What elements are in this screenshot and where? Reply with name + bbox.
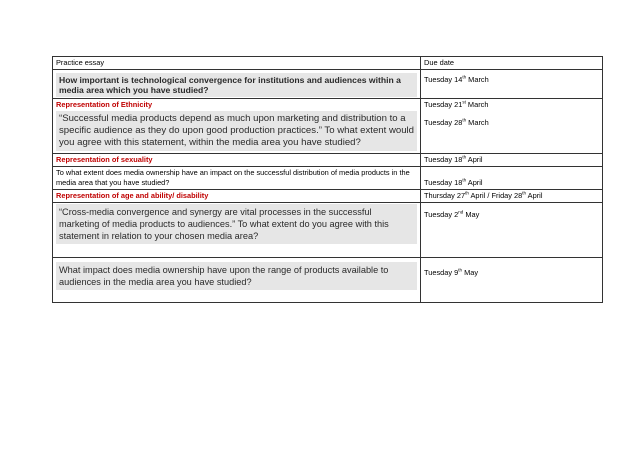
due-date: Tuesday 9th May bbox=[424, 267, 479, 277]
table-row bbox=[53, 70, 603, 99]
table-row bbox=[53, 190, 603, 203]
essay-question-media-ownership-range: What impact does media ownership have upon the range of products available to audiences in the media area you have studied? bbox=[56, 262, 417, 290]
topic-heading-sexuality: Representation of sexuality bbox=[53, 154, 421, 167]
header-practice-essay: Practice essay bbox=[53, 57, 421, 70]
essay-schedule-table bbox=[52, 56, 603, 303]
topic-heading-age-disability: Representation of age and ability/ disability bbox=[53, 190, 421, 203]
due-date-cell bbox=[421, 99, 603, 154]
table-row bbox=[53, 167, 603, 190]
due-date-cell bbox=[421, 258, 603, 303]
essay-question-marketing-distribution: “Successful media products depend as much upon marketing and distribution to a specific audience as they do upon good production practices.” To what extent would you agree with this statement, within the media area you have studied? bbox=[56, 111, 417, 151]
essay-cell bbox=[53, 99, 421, 154]
due-date-cell bbox=[421, 203, 603, 258]
essay-question-cross-media-convergence: “Cross-media convergence and synergy are vital processes in the successful marketing of media products to audiences.” To what extent do you agree with this statement in relation to your chosen media area? bbox=[56, 204, 417, 244]
essay-question-media-ownership-distribution: To what extent does media ownership have an impact on the successful distribution of media products in the media area that you have studied? bbox=[53, 167, 421, 190]
table-header-row bbox=[53, 57, 603, 70]
due-date: Tuesday 28th March bbox=[424, 117, 489, 127]
due-date: Thursday 27th April / Friday 28th April bbox=[424, 190, 543, 200]
due-date-cell bbox=[421, 190, 603, 203]
due-date: Tuesday 18th April bbox=[424, 154, 483, 164]
due-date: Tuesday 14th March bbox=[424, 74, 489, 84]
essay-question-technological-convergence: How important is technological convergence for institutions and audiences within a media area which you have studied? bbox=[56, 73, 417, 97]
due-date: Tuesday 2nd May bbox=[424, 209, 480, 219]
header-due-date: Due date bbox=[421, 57, 603, 70]
table-row bbox=[53, 99, 603, 154]
due-date-cell bbox=[421, 70, 603, 99]
essay-cell bbox=[53, 203, 421, 258]
due-date: Tuesday 18th April bbox=[424, 177, 483, 187]
due-date: Tuesday 21st March bbox=[424, 99, 489, 109]
due-date-cell bbox=[421, 154, 603, 167]
table-row bbox=[53, 258, 603, 303]
topic-heading-ethnicity: Representation of Ethnicity bbox=[56, 100, 153, 109]
essay-cell bbox=[53, 70, 421, 99]
table-row bbox=[53, 154, 603, 167]
table-row bbox=[53, 203, 603, 258]
due-date-cell bbox=[421, 167, 603, 190]
essay-cell bbox=[53, 258, 421, 303]
